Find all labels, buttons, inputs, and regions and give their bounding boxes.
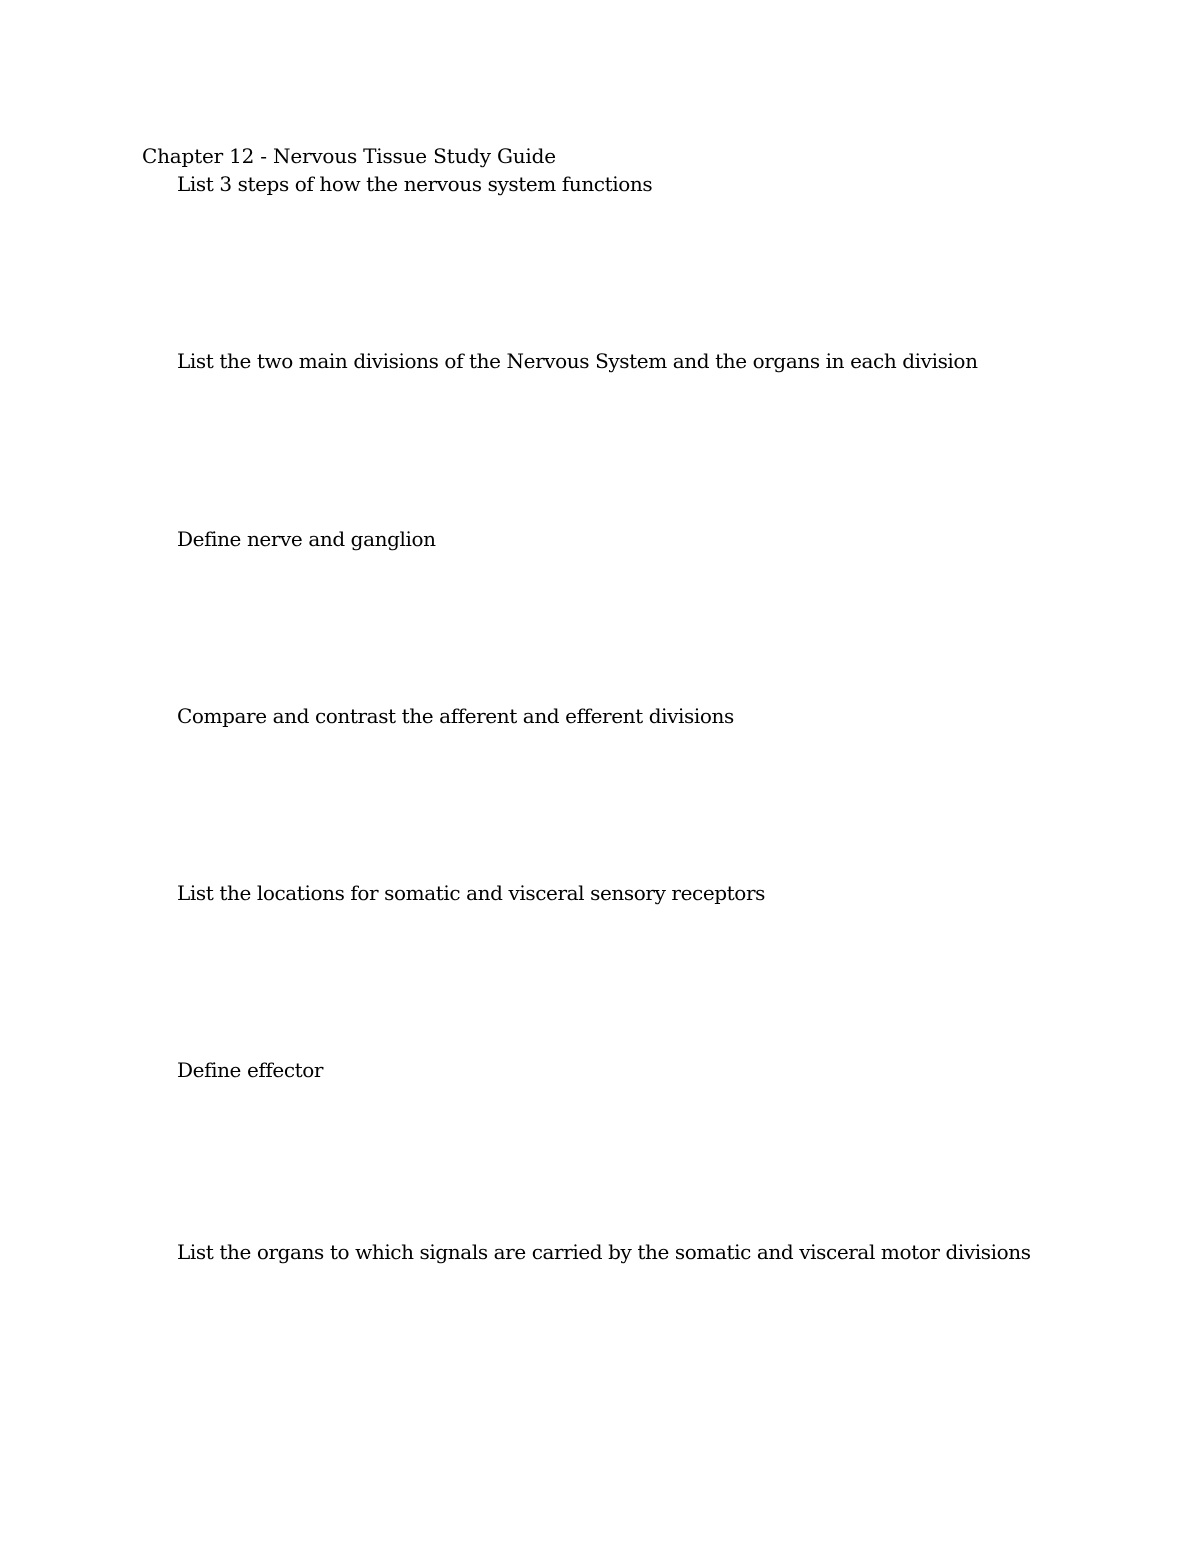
question-1: List 3 steps of how the nervous system functions (177, 172, 653, 196)
question-2: List the two main divisions of the Nervous System and the organs in each division (177, 349, 978, 373)
question-4: Compare and contrast the afferent and efferent divisions (177, 704, 734, 728)
page-title: Chapter 12 - Nervous Tissue Study Guide (142, 144, 556, 168)
question-6: Define effector (177, 1058, 324, 1082)
question-7: List the organs to which signals are carried by the somatic and visceral motor divisions (177, 1240, 1031, 1264)
question-3: Define nerve and ganglion (177, 527, 436, 551)
question-5: List the locations for somatic and visceral sensory receptors (177, 881, 765, 905)
